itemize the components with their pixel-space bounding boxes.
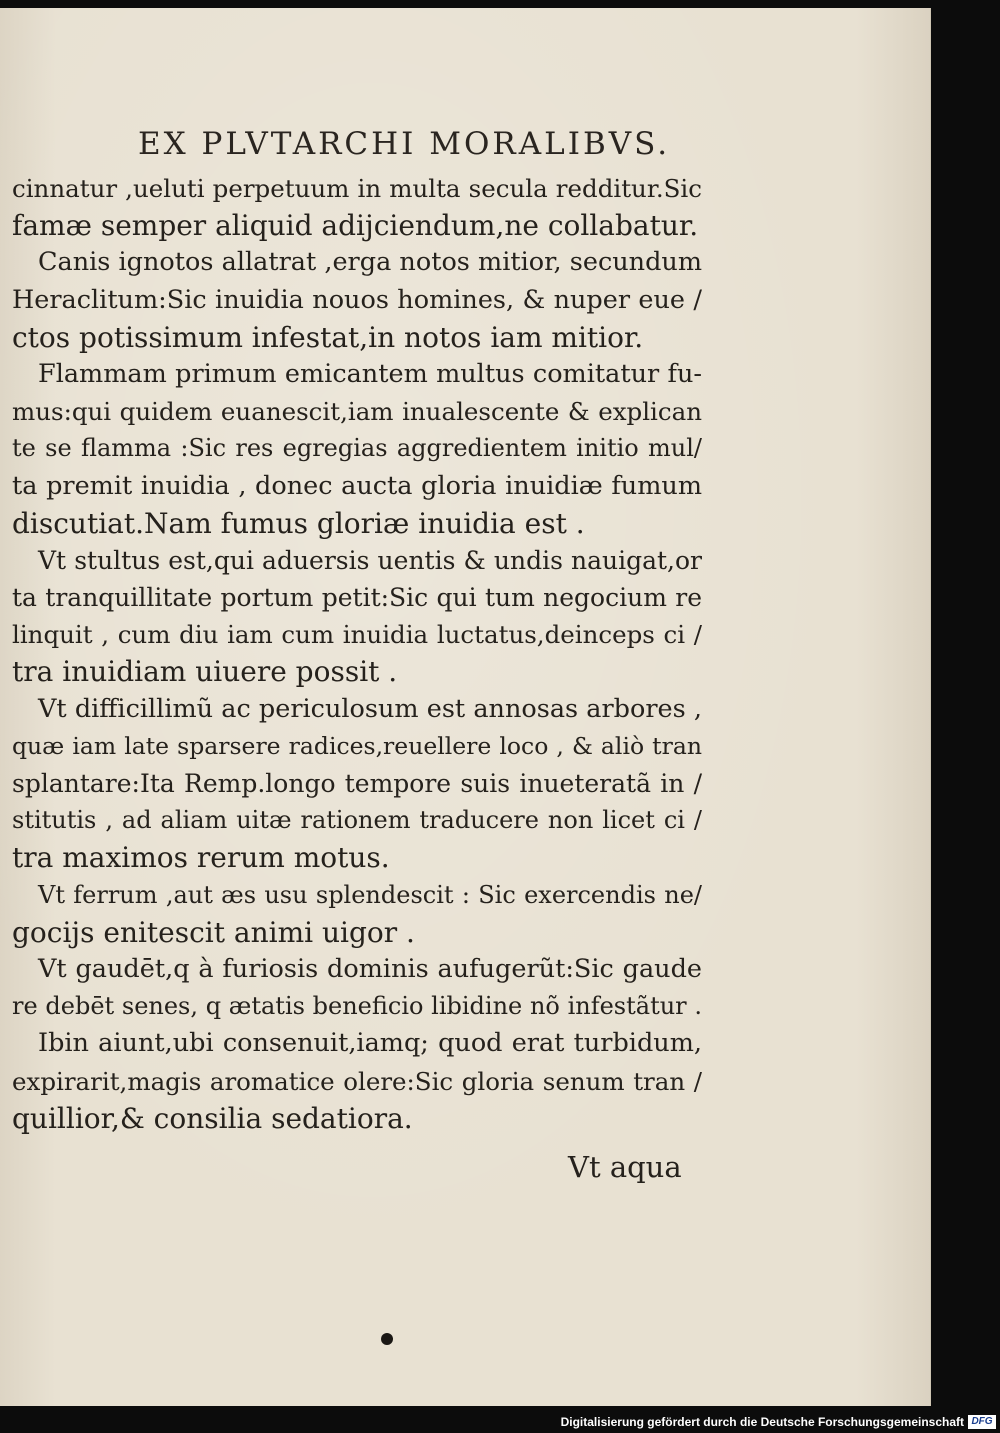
text-line: Flammam primum emicantem multus comitatur fu- <box>38 358 702 389</box>
digitization-credit: Digitalisierung gefördert durch die Deutsche Forschungsgemeinschaft <box>560 1415 964 1429</box>
text-line: Vt stultus est,qui aduersis uentis & undis nauigat,or <box>38 545 702 575</box>
text-line: quillior,& consilia sedatiora. <box>12 1101 413 1135</box>
text-line: cinnatur ,ueluti perpetuum in multa secula redditur.Sic <box>12 174 702 203</box>
text-line: discutiat.Nam fumus gloriæ inuidia est . <box>12 506 585 540</box>
text-line: te se flamma :Sic res egregias aggredientem initio mul/ <box>12 434 702 463</box>
text-line: Vt gaudēt,q à furiosis dominis aufugerũt:Sic gaude <box>38 953 702 984</box>
text-line: Heraclitum:Sic inuidia nouos homines, & nuper eue / <box>12 284 702 315</box>
text-line: splantare:Ita Remp.longo tempore suis inueteratã in / <box>12 769 702 798</box>
text-line: Canis ignotos allatrat ,erga notos mitior, secundum <box>38 247 702 278</box>
text-line: ta premit inuidia , donec aucta gloria inuidiæ fumum <box>12 470 702 501</box>
text-line: linquit , cum diu iam cum inuidia luctatus,deinceps ci / <box>12 620 702 650</box>
book-page <box>0 8 931 1406</box>
catchword: Vt aqua <box>568 1150 682 1184</box>
text-line: stitutis , ad aliam uitæ rationem traducere non licet ci / <box>12 806 702 835</box>
text-block <box>12 170 702 1137</box>
text-line: Vt difficillimũ ac periculosum est annosas arbores , <box>38 693 702 724</box>
text-line: quæ iam late sparsere radices,reuellere loco , & aliò tran <box>12 731 702 760</box>
text-line: tra inuidiam uiuere possit . <box>12 655 398 689</box>
text-line: Ibin aiunt,ubi consenuit,iamq; quod erat turbidum, <box>38 1028 702 1059</box>
running-head: EX PLVTARCHI MORALIBVS. <box>138 126 671 162</box>
text-line: gocijs enitescit animi uigor . <box>12 915 415 949</box>
text-line: tra maximos rerum motus. <box>12 841 390 875</box>
text-line: famæ semper aliquid adijciendum,ne collabatur. <box>12 209 699 243</box>
text-line: mus:qui quidem euanescit,iam inualescente & explican <box>12 397 702 427</box>
text-line: re debēt senes, q ætatis beneficio libidine nõ infestãtur . <box>12 992 702 1021</box>
text-line: ta tranquillitate portum petit:Sic qui tum negocium re <box>12 583 702 613</box>
text-line: Vt ferrum ,aut æs usu splendescit : Sic exercendis ne/ <box>38 880 702 909</box>
signature-mark <box>381 1333 393 1345</box>
text-line: ctos potissimum infestat,in notos iam mitior. <box>12 320 644 354</box>
text-line: expirarit,magis aromatice olere:Sic gloria senum tran / <box>12 1066 702 1096</box>
dfg-logo: DFG <box>968 1415 996 1429</box>
